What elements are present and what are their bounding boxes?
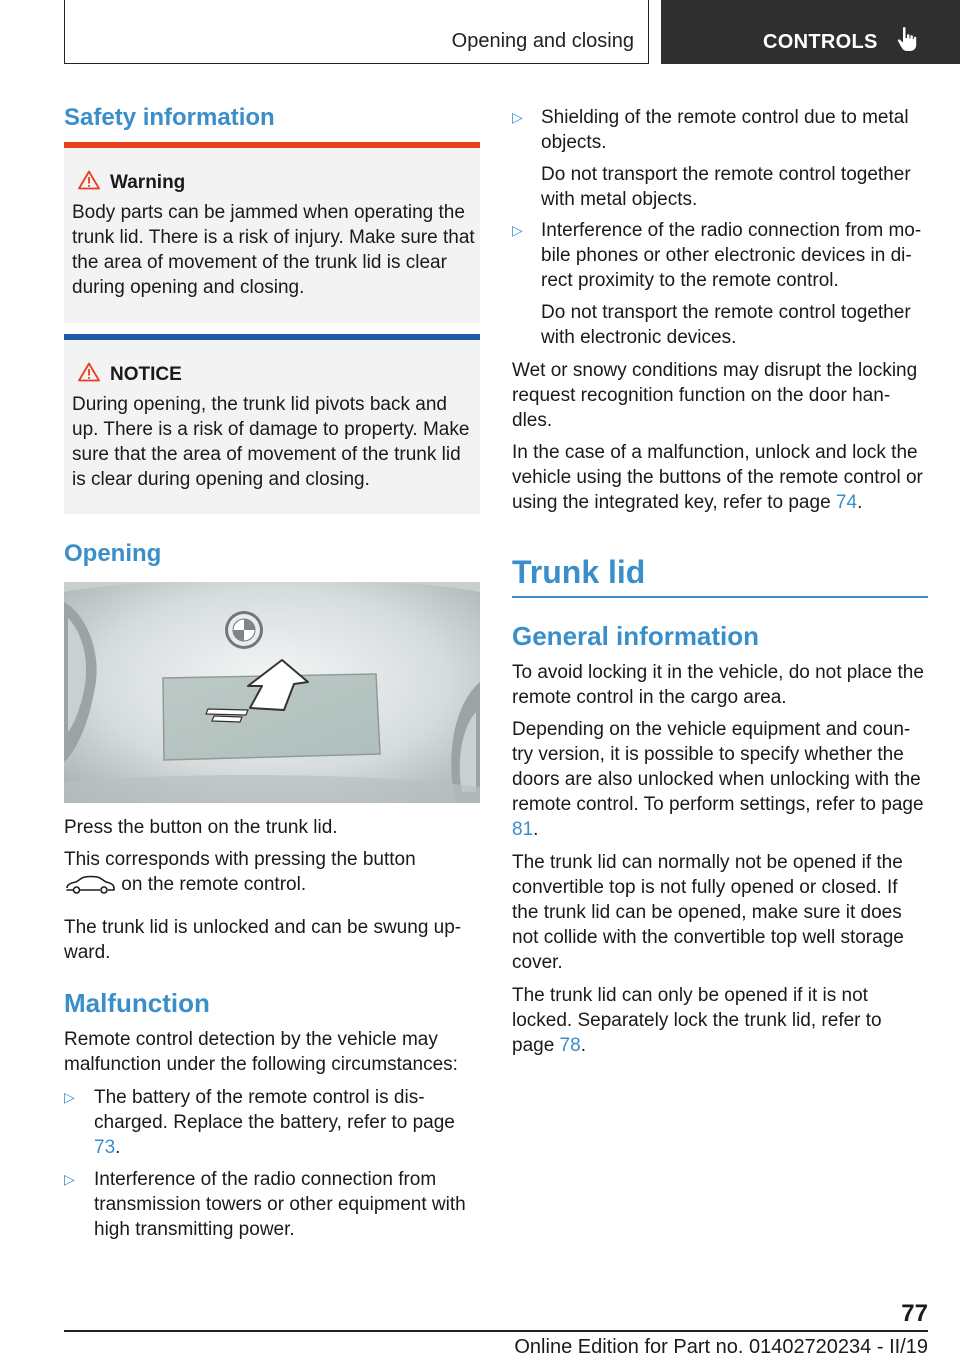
wet-conditions-paragraph: Wet or snowy conditions may disrupt the locking request recognition function on the door han-dles. xyxy=(512,360,918,431)
triangle-bullet-icon: ▷ xyxy=(512,222,523,238)
malfunction-paragraph: Remote control detection by the vehicle may malfunction under the following circumstances: xyxy=(64,1029,458,1075)
header-section-box xyxy=(64,0,649,64)
hand-pointer-icon xyxy=(897,26,919,52)
page-link-73[interactable]: 73 xyxy=(94,1137,116,1158)
header-tab[interactable] xyxy=(661,0,960,64)
header-tab-label: CONTROLS xyxy=(763,31,878,53)
opening-heading: Opening xyxy=(64,540,162,567)
opening-paragraph-3: The trunk lid is unlocked and can be swung up-ward. xyxy=(64,917,462,963)
triangle-bullet-icon: ▷ xyxy=(64,1171,75,1187)
notice-body: During opening, the trunk lid pivots back and up. There is a risk of damage to property. Make sure that the area of movement of the trunk lid is clear during opening and closing. xyxy=(72,394,470,490)
page-link-74[interactable]: 74 xyxy=(835,492,858,513)
car-key-icon xyxy=(64,875,116,895)
page-link-81[interactable]: 81 xyxy=(512,819,534,840)
general-paragraph-3: The trunk lid can normally not be opened if the convertible top is not fully opened or closed. If the trunk lid can be opened, make sure it does not collide with the convertible top well storage cover. xyxy=(512,852,904,973)
warning-title: Warning xyxy=(110,172,186,193)
trunk-lid-illustration xyxy=(64,582,480,803)
heading-rule xyxy=(512,596,928,598)
triangle-bullet-icon: ▷ xyxy=(512,109,523,125)
footer-rule xyxy=(64,1330,928,1332)
warning-body: Body parts can be jammed when operating the trunk lid. There is a risk of injury. Make sure that the area of movement of the trunk lid is clear during opening and closing. xyxy=(72,202,475,298)
notice-box xyxy=(64,334,480,514)
malfunction-unlock-paragraph: In the case of a malfunction, unlock and lock the vehicle using the buttons of the remote control or using the integrated key, refer to page 74. xyxy=(512,442,923,513)
opening-paragraph-2-part-a: This corresponds with pressing the button xyxy=(64,849,416,870)
general-paragraph-4: The trunk lid can only be opened if it is not locked. Separately lock the trunk lid, refer to page 78. xyxy=(512,985,882,1056)
safety-information-heading: Safety information xyxy=(64,104,275,131)
header-section-title: Opening and closing xyxy=(451,30,634,52)
opening-paragraph-1: Press the button on the trunk lid. xyxy=(64,817,338,838)
notice-bar xyxy=(64,334,480,340)
opening-paragraph-2-part-b: on the remote control. xyxy=(121,874,307,895)
notice-title: NOTICE xyxy=(110,364,182,385)
page-number: 77 xyxy=(901,1300,928,1327)
trunk-lid-heading: Trunk lid xyxy=(512,554,646,590)
warning-bar xyxy=(64,142,480,148)
warning-triangle-icon xyxy=(78,170,100,190)
general-paragraph-2: Depending on the vehicle equipment and coun-try version, it is possible to specify whether the doors are also unlocked when unlocking with the remote control. To perform settings, refer to page 81. xyxy=(512,719,924,840)
warning-box xyxy=(64,142,480,323)
general-paragraph-1: To avoid locking it in the vehicle, do not place the remote control in the cargo area. xyxy=(512,662,924,708)
malfunction-heading: Malfunction xyxy=(64,988,210,1018)
triangle-bullet-icon: ▷ xyxy=(64,1089,75,1105)
page-link-78[interactable]: 78 xyxy=(559,1035,581,1056)
warning-triangle-icon xyxy=(78,362,100,382)
opening-paragraph-2 xyxy=(64,847,480,897)
footer-edition: Online Edition for Part no. 01402720234 - II/19 xyxy=(514,1336,928,1358)
general-information-heading: General information xyxy=(512,621,760,651)
